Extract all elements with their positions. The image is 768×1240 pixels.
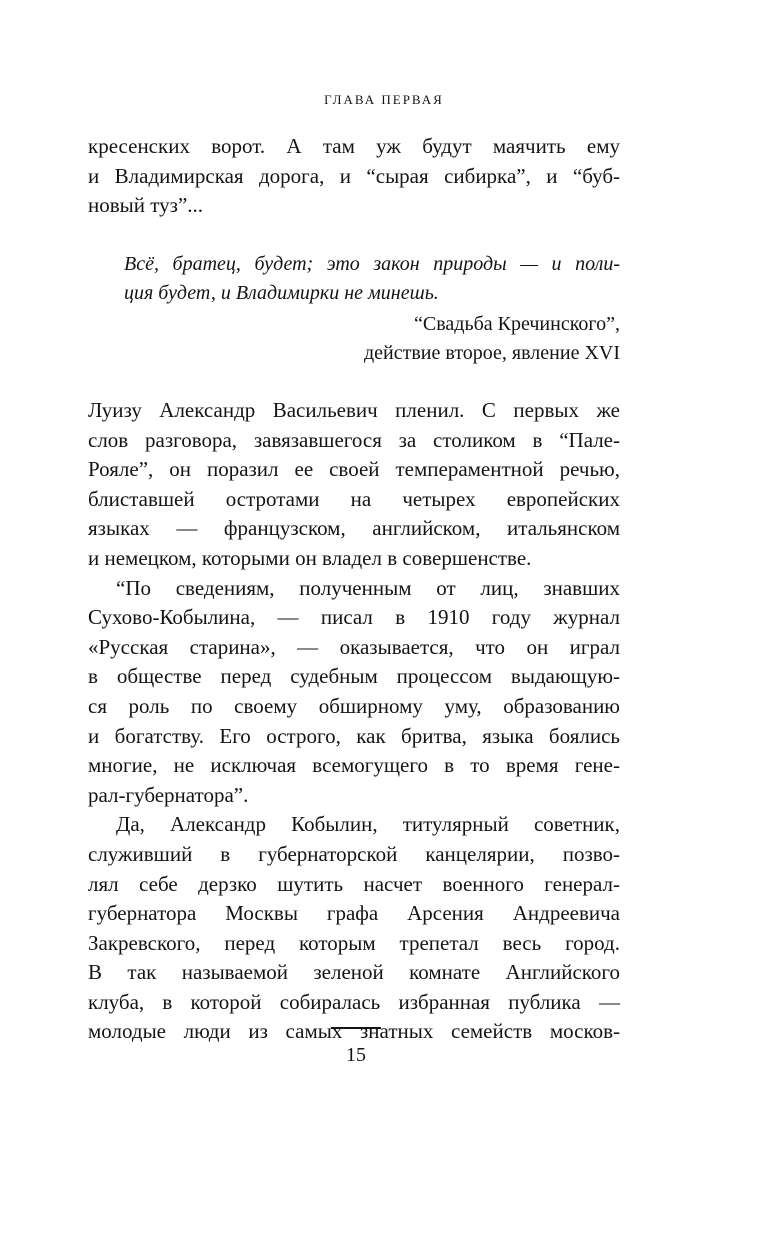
text-line: кресенских ворот. А там уж будут маячить ему xyxy=(88,134,620,158)
paragraph xyxy=(88,396,620,574)
text-line: Луизу Александр Васильевич пленил. С первых же xyxy=(88,398,620,422)
text-line: и немецком, которыми он владел в совершенстве. xyxy=(88,545,532,570)
text-line: Да, Александр Кобылин, титулярный советник, xyxy=(116,812,620,837)
text-line: «Русская старина», — оказывается, что он играл xyxy=(88,634,620,659)
paragraph xyxy=(88,574,620,811)
epigraph-line: Всё, братец, будет; это закон природы — и поли- xyxy=(124,253,620,275)
text-line: служивший в губернаторской канцелярии, позво- xyxy=(88,841,620,866)
text-line: слов разговора, завязавшегося за столиком в “Пале- xyxy=(88,427,620,452)
epigraph-source-line: “Свадьба Кречинского”, xyxy=(414,313,620,335)
text-line: блиставшей остротами на четырех европейских xyxy=(88,486,620,511)
running-head: ГЛАВА ПЕРВАЯ xyxy=(324,92,444,107)
text-line: губернатора Москвы графа Арсения Андреевича xyxy=(88,901,620,926)
text-line: лял себе дерзко шутить насчет военного генерал- xyxy=(88,871,620,896)
text-line: Закревского, перед которым трепетал весь город. xyxy=(88,930,620,955)
page-number: 15 xyxy=(346,1044,366,1066)
text-line: “По сведениям, полученным от лиц, знавших xyxy=(116,575,620,600)
text-line: В так называемой зеленой комнате Английского xyxy=(88,960,620,985)
text-line: языках — французском, английском, итальянском xyxy=(88,516,620,541)
epigraph-source-line: действие второе, явление XVI xyxy=(363,342,620,364)
paragraph xyxy=(88,810,620,1047)
continued-paragraph xyxy=(88,132,620,221)
text-line: клуба, в которой собиралась избранная публика — xyxy=(88,989,620,1014)
text-line: ся роль по своему обширному уму, образованию xyxy=(88,693,620,718)
text-line: Сухово-Кобылина, — писал в 1910 году журнал xyxy=(88,605,620,630)
text-line: Рояле”, он поразил ее своей темпераментной речью, xyxy=(88,457,620,482)
text-line: многие, не исключая всемогущего в то время гене- xyxy=(88,753,620,778)
epigraph-quote xyxy=(124,250,620,308)
text-line: новый туз”... xyxy=(88,193,204,218)
folio-rule xyxy=(331,1027,381,1029)
text-line: в обществе перед судебным процессом выдающую- xyxy=(88,664,620,689)
text-line: и богатству. Его острого, как бритва, языка боялись xyxy=(88,723,620,748)
epigraph-line: ция будет, и Владимирки не минешь. xyxy=(124,282,439,304)
main-text xyxy=(88,396,620,1047)
text-line: и Владимирская дорога, и “сырая сибирка”, и “буб- xyxy=(88,163,620,188)
epigraph xyxy=(124,250,620,368)
text-line: рал-губернатора”. xyxy=(88,782,249,807)
epigraph-source xyxy=(124,310,620,368)
text-line: молодые люди из самых знатных семейств москов- xyxy=(88,1019,620,1044)
